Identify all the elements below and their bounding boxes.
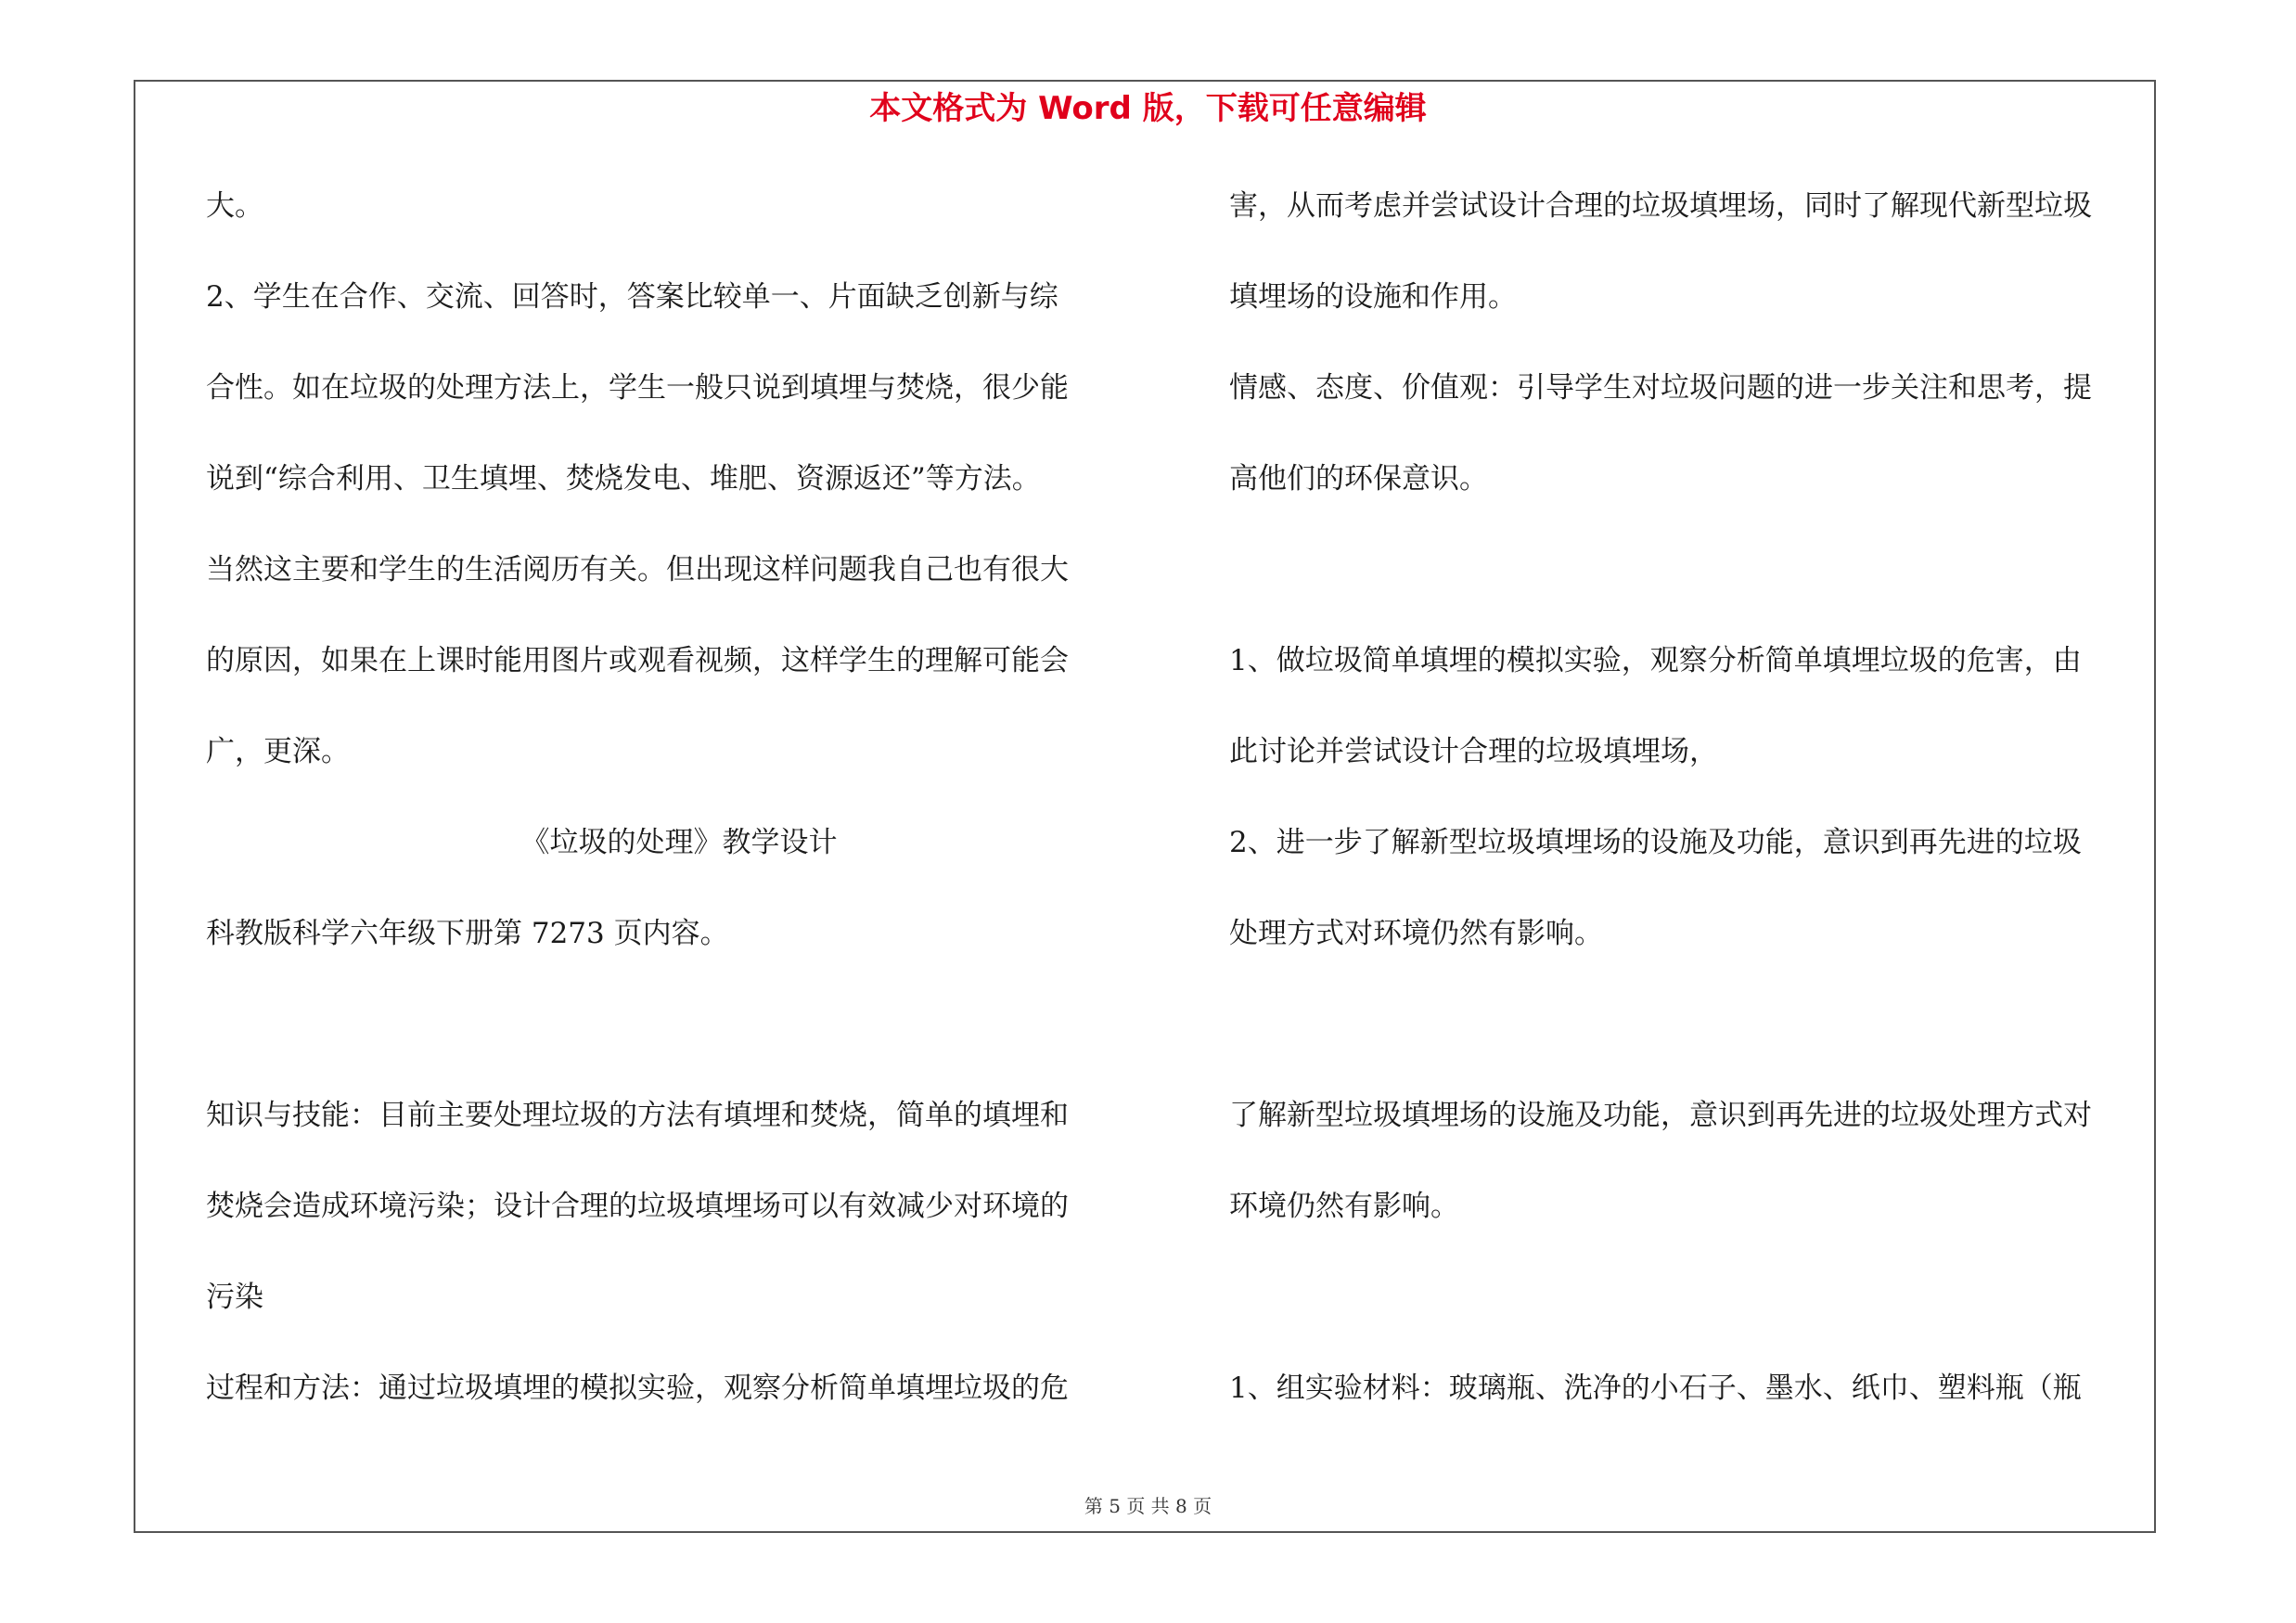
watermark-header: 本文格式为 Word 版，下载可任意编辑 [869,90,1427,127]
page-number: 第 5 页 共 8 页 [1084,1495,1212,1517]
paragraph-line: 情感、态度、价值观：引导学生对垃圾问题的进一步关注和思考，提 [1229,371,2092,405]
paragraph-line: 处理方式对环境仍然有影响。 [1229,917,1603,950]
paragraph-line: 此讨论并尝试设计合理的垃圾填埋场， [1229,735,1718,768]
paragraph-line: 了解新型垃圾填埋场的设施及功能，意识到再先进的垃圾处理方式对 [1229,1099,2092,1132]
paragraph-line: 高他们的环保意识。 [1229,462,1488,496]
paragraph-line: 大。 [206,189,263,223]
paragraph-line: 焚烧会造成环境污染；设计合理的垃圾填埋场可以有效减少对环境的 [206,1190,1069,1223]
paragraph-line: 2、学生在合作、交流、回答时，答案比较单一、片面缺乏创新与综 [206,280,1058,314]
paragraph-line: 2、进一步了解新型垃圾填埋场的设施及功能，意识到再先进的垃圾 [1229,826,2082,859]
paragraph-line: 的原因，如果在上课时能用图片或观看视频，这样学生的理解可能会 [206,644,1069,677]
paragraph-line: 知识与技能：目前主要处理垃圾的方法有填埋和焚烧，简单的填埋和 [206,1099,1069,1132]
paragraph-line: 填埋场的设施和作用。 [1229,280,1517,314]
paragraph-line: 环境仍然有影响。 [1229,1190,1459,1223]
paragraph-line: 1、做垃圾简单填埋的模拟实验，观察分析简单填埋垃圾的危害，由 [1229,644,2082,677]
paragraph-line: 1、组实验材料：玻璃瓶、洗净的小石子、墨水、纸巾、塑料瓶（瓶 [1229,1372,2082,1405]
paragraph-line: 当然这主要和学生的生活阅历有关。但出现这样问题我自己也有很大 [206,553,1069,586]
paragraph-line: 过程和方法：通过垃圾填埋的模拟实验，观察分析简单填埋垃圾的危 [206,1372,1069,1405]
paragraph-line: 合性。如在垃圾的处理方法上，学生一般只说到填埋与焚烧，很少能 [206,371,1069,405]
paragraph-line: 害，从而考虑并尝试设计合理的垃圾填埋场，同时了解现代新型垃圾 [1229,189,2092,223]
paragraph-line: 说到“综合利用、卫生填埋、焚烧发电、堆肥、资源返还”等方法。 [206,462,1041,496]
paragraph-line: 科教版科学六年级下册第 7273 页内容。 [206,917,729,950]
paragraph-line: 污染 [206,1281,263,1314]
paragraph-line: 广，更深。 [206,735,350,768]
section-title: 《垃圾的处理》教学设计 [520,826,838,859]
